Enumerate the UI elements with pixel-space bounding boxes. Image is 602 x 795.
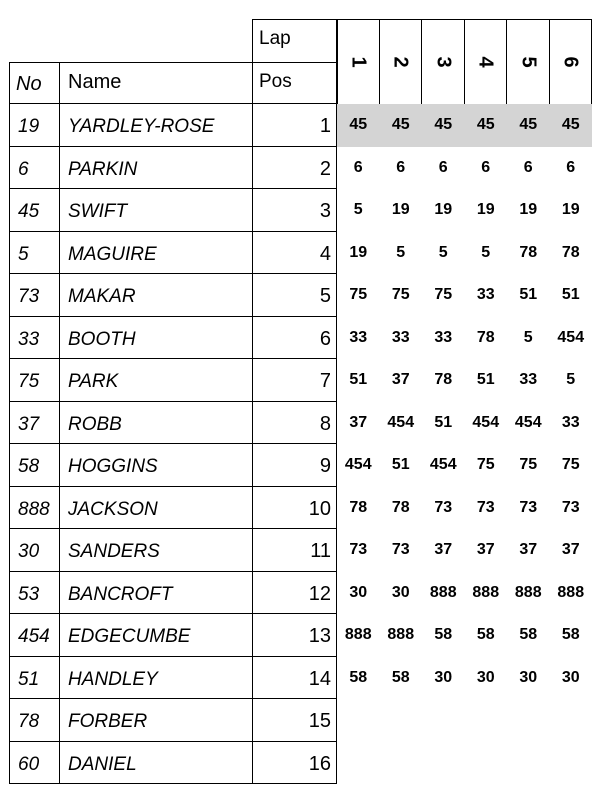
lap-cell: 454	[344, 456, 372, 473]
lap-cell: 58	[476, 626, 495, 643]
lap-cell: 6	[481, 158, 491, 176]
driver-number: 75	[9, 359, 60, 402]
lap-cell: 45	[561, 116, 580, 133]
lap-cell: 888	[472, 583, 500, 601]
lap-cell: 58	[561, 626, 580, 643]
lap-cell: 75	[391, 286, 410, 303]
lap-cell: 73	[519, 498, 538, 516]
driver-number: 51	[9, 657, 60, 700]
name-column-header: Name	[60, 62, 252, 104]
lap-cell: 58	[391, 668, 410, 686]
table-row	[9, 742, 337, 785]
table-row	[9, 487, 337, 530]
lap-cell: 78	[391, 498, 410, 516]
table-row	[9, 359, 337, 402]
lap-cell: 37	[561, 541, 580, 558]
table-row	[9, 104, 337, 147]
lap-number: 1	[347, 56, 370, 68]
lap-cell: 33	[519, 371, 538, 388]
position: 15	[252, 699, 337, 742]
lap-cell: 19	[519, 201, 538, 218]
driver-name: MAGUIRE	[60, 232, 252, 275]
lap-cell: 51	[434, 413, 453, 431]
table-row	[9, 274, 337, 317]
driver-name: FORBER	[60, 699, 252, 742]
lap-cell: 73	[349, 541, 368, 558]
lap-cell: 5	[353, 201, 363, 218]
lap-cell: 45	[349, 116, 368, 133]
lap-cell: 58	[434, 626, 453, 643]
driver-name: HANDLEY	[60, 657, 252, 700]
driver-number: 58	[9, 444, 60, 487]
lap-cell: 30	[561, 668, 580, 686]
driver-number: 33	[9, 317, 60, 360]
driver-name: SWIFT	[60, 189, 252, 232]
driver-name: BOOTH	[60, 317, 252, 360]
lap-cell: 888	[344, 626, 372, 643]
lap-cell: 37	[434, 541, 453, 558]
lap-cell: 58	[519, 626, 538, 643]
lap-cell: 30	[476, 668, 495, 686]
lap-cell: 58	[349, 668, 368, 686]
lap-cell: 73	[561, 498, 580, 516]
lap-cell: 888	[429, 583, 457, 601]
lap-cell: 73	[434, 498, 453, 516]
driver-name: HOGGINS	[60, 444, 252, 487]
lap-cell: 51	[391, 456, 410, 473]
lap-number: 6	[559, 56, 582, 68]
lap-cell: 33	[476, 286, 495, 303]
lap-number: 4	[474, 56, 497, 68]
lap-cell: 45	[391, 116, 410, 133]
driver-number: 45	[9, 189, 60, 232]
lap-cell: 5	[396, 243, 406, 261]
driver-name: DANIEL	[60, 742, 252, 785]
driver-name: BANCROFT	[60, 572, 252, 615]
driver-number: 5	[9, 232, 60, 275]
lap-cell: 19	[561, 201, 580, 218]
lap-cell: 19	[434, 201, 453, 218]
position: 7	[252, 359, 337, 402]
lap-cell: 45	[434, 116, 453, 133]
table-row	[9, 699, 337, 742]
driver-name: PARKIN	[60, 147, 252, 190]
lap-cell: 888	[514, 583, 542, 601]
lap-cell: 19	[391, 201, 410, 218]
table-row	[9, 444, 337, 487]
lap-cell: 6	[353, 158, 363, 176]
lap-cell: 30	[434, 668, 453, 686]
lap-cell: 5	[438, 243, 448, 261]
table-row	[9, 529, 337, 572]
lap-cell: 454	[387, 413, 415, 431]
position: 10	[252, 487, 337, 530]
lap-cell: 75	[519, 456, 538, 473]
lap-cell: 5	[566, 371, 576, 388]
driver-name: PARK	[60, 359, 252, 402]
lap-header-5	[507, 19, 550, 104]
lap-number: 3	[432, 56, 455, 68]
lap-cell: 454	[472, 413, 500, 431]
lap-cell: 78	[561, 243, 580, 261]
lap-header-4	[465, 19, 508, 104]
table-row	[9, 147, 337, 190]
position: 12	[252, 572, 337, 615]
position: 9	[252, 444, 337, 487]
lap-cell: 78	[519, 243, 538, 261]
table-row	[9, 572, 337, 615]
lap-cell: 5	[481, 243, 491, 261]
lap-number: 2	[389, 56, 412, 68]
lap-cell: 5	[523, 328, 533, 346]
lap-cell: 33	[391, 328, 410, 346]
lap-cell: 454	[429, 456, 457, 473]
no-column-header: No	[9, 62, 60, 104]
table-row	[9, 402, 337, 445]
driver-number: 6	[9, 147, 60, 190]
lap-cell: 73	[391, 541, 410, 558]
lap-number: 5	[517, 56, 540, 68]
lap-cell: 51	[519, 286, 538, 303]
driver-number: 454	[9, 614, 60, 657]
driver-number: 888	[9, 487, 60, 530]
driver-name: SANDERS	[60, 529, 252, 572]
table-row	[9, 232, 337, 275]
lap-cell: 6	[396, 158, 406, 176]
lap-cell: 75	[349, 286, 368, 303]
driver-name: MAKAR	[60, 274, 252, 317]
lap-cell: 51	[476, 371, 495, 388]
position: 8	[252, 402, 337, 445]
lap-cell: 37	[349, 413, 368, 431]
driver-name: ROBB	[60, 402, 252, 445]
lap-cell: 78	[434, 371, 453, 388]
position: 2	[252, 147, 337, 190]
driver-name: YARDLEY-ROSE	[60, 104, 252, 147]
lap-header-1	[337, 19, 380, 104]
position: 16	[252, 742, 337, 785]
driver-number: 53	[9, 572, 60, 615]
lap-cell: 30	[519, 668, 538, 686]
pos-column-header: Pos	[252, 62, 337, 104]
driver-name: EDGECUMBE	[60, 614, 252, 657]
driver-name: JACKSON	[60, 487, 252, 530]
lap-cell: 51	[349, 371, 368, 388]
position: 14	[252, 657, 337, 700]
table-row	[9, 657, 337, 700]
driver-number: 78	[9, 699, 60, 742]
lap-cell: 454	[514, 413, 542, 431]
position: 13	[252, 614, 337, 657]
lap-header-2	[380, 19, 423, 104]
lap-cell: 37	[391, 371, 410, 388]
table-row	[9, 189, 337, 232]
table-row	[9, 614, 337, 657]
lap-cell: 37	[476, 541, 495, 558]
lap-cell: 6	[523, 158, 533, 176]
lap-header-6	[550, 19, 593, 104]
driver-number: 19	[9, 104, 60, 147]
lap-cell: 33	[561, 413, 580, 431]
lap-cell: 19	[476, 201, 495, 218]
table-row	[9, 317, 337, 360]
position: 4	[252, 232, 337, 275]
lap-cell: 78	[476, 328, 495, 346]
lap-cell: 454	[557, 328, 585, 346]
lap-cell: 75	[434, 286, 453, 303]
lap-cell: 78	[349, 498, 368, 516]
position: 6	[252, 317, 337, 360]
driver-number: 60	[9, 742, 60, 785]
lap-cell: 30	[391, 583, 410, 601]
lap-cell: 30	[349, 583, 368, 601]
position: 1	[252, 104, 337, 147]
lap-cell: 6	[566, 158, 576, 176]
lap-cell: 45	[476, 116, 495, 133]
lap-cell: 33	[349, 328, 368, 346]
lap-cell: 75	[561, 456, 580, 473]
driver-number: 37	[9, 402, 60, 445]
position: 3	[252, 189, 337, 232]
lap-cell: 75	[476, 456, 495, 473]
lap-header: Lap	[252, 19, 337, 62]
lap-cell: 37	[519, 541, 538, 558]
lap-cell: 888	[557, 583, 585, 601]
position: 5	[252, 274, 337, 317]
position: 11	[252, 529, 337, 572]
lap-cell: 6	[438, 158, 448, 176]
driver-number: 73	[9, 274, 60, 317]
lap-cell: 888	[387, 626, 415, 643]
driver-number: 30	[9, 529, 60, 572]
lap-cell: 33	[434, 328, 453, 346]
lap-cell: 19	[349, 243, 368, 261]
lap-header-3	[422, 19, 465, 104]
lap-cell: 73	[476, 498, 495, 516]
lap-cell: 51	[561, 286, 580, 303]
lap-cell: 45	[519, 116, 538, 133]
